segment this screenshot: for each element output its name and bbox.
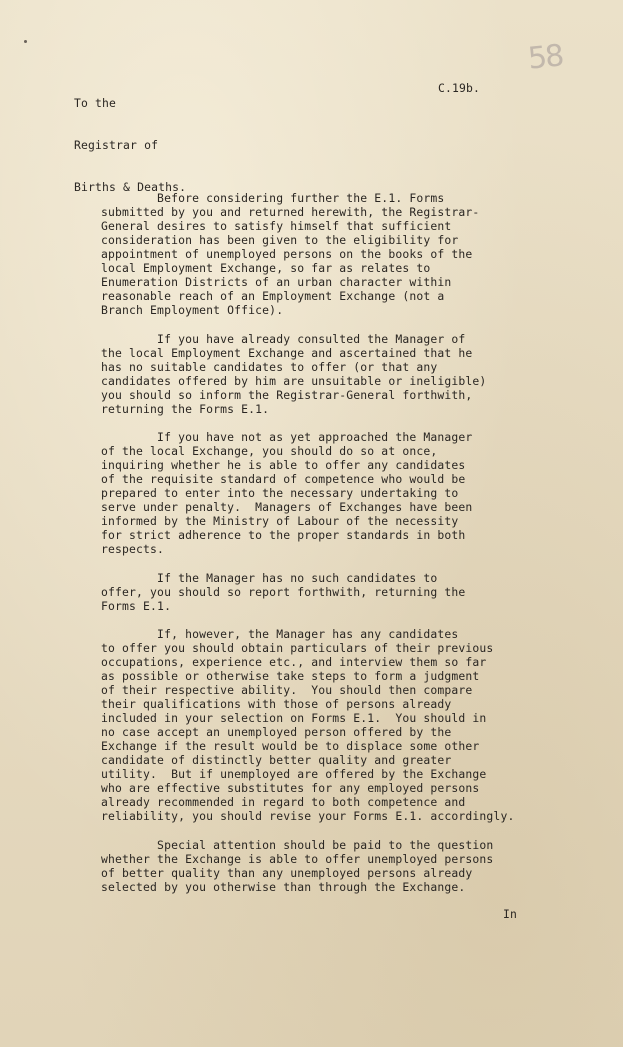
text-line: utility. But if unemployed are offered by the Exchange — [101, 767, 487, 781]
text-line: candidates offered by him are unsuitable or ineligible) — [101, 374, 487, 388]
text-line: already recommended in regard to both competence and — [101, 795, 466, 809]
text-line: reasonable reach of an Employment Exchange (not a — [101, 289, 445, 303]
text-line: Forms E.1. — [101, 599, 172, 613]
text-line: If you have already consulted the Manager of — [101, 332, 466, 346]
catchword: In — [503, 907, 518, 921]
text-line: Before considering further the E.1. Forms — [101, 191, 445, 205]
text-line: of the local Exchange, you should do so at once, — [101, 444, 438, 458]
pencil-folio-number: 58 — [526, 38, 564, 77]
text-line: of the requisite standard of competence who would be — [101, 472, 466, 486]
text-line: submitted by you and returned herewith, the Registrar- — [101, 205, 480, 219]
text-line: included in your selection on Forms E.1. You should in — [101, 711, 487, 725]
text-line: respects. — [101, 542, 165, 556]
text-line: local Employment Exchange, so far as relates to — [101, 261, 431, 275]
text-line: their qualifications with those of persons already — [101, 697, 452, 711]
paragraph-3 — [101, 430, 472, 556]
text-line: of better quality than any unemployed persons already — [101, 866, 473, 880]
text-line: Special attention should be paid to the question — [101, 838, 494, 852]
reference-number: C.19b. — [438, 81, 481, 95]
text-line: to offer you should obtain particulars of their previous — [101, 641, 494, 655]
text-line: prepared to enter into the necessary undertaking to — [101, 486, 459, 500]
text-line: returning the Forms E.1. — [101, 402, 270, 416]
text-line: candidate of distinctly better quality and greater — [101, 753, 452, 767]
text-line: offer, you should so report forthwith, returning the — [101, 585, 466, 599]
text-line: occupations, experience etc., and interview them so far — [101, 655, 487, 669]
text-line: If the Manager has no such candidates to — [101, 571, 438, 585]
text-line: has no suitable candidates to offer (or that any — [101, 360, 438, 374]
text-line: Enumeration Districts of an urban character within — [101, 275, 452, 289]
text-line: consideration has been given to the eligibility for — [101, 233, 459, 247]
addressee-line: To the — [74, 96, 117, 110]
text-line: you should so inform the Registrar-General forthwith, — [101, 388, 473, 402]
text-line: as possible or otherwise take steps to form a judgment — [101, 669, 480, 683]
text-line: Branch Employment Office). — [101, 303, 284, 317]
text-line: If, however, the Manager has any candidates — [101, 627, 459, 641]
text-line: appointment of unemployed persons on the books of the — [101, 247, 473, 261]
text-line: reliability, you should revise your Forms E.1. accordingly. — [101, 809, 515, 823]
paragraph-6 — [101, 838, 493, 894]
paragraph-5 — [101, 627, 514, 823]
text-line: whether the Exchange is able to offer unemployed persons — [101, 852, 494, 866]
paragraph-2 — [101, 332, 486, 416]
text-line: for strict adherence to the proper standards in both — [101, 528, 466, 542]
text-line: If you have not as yet approached the Manager — [101, 430, 473, 444]
addressee-line: Births & Deaths. — [74, 180, 187, 194]
text-line: inquiring whether he is able to offer any candidates — [101, 458, 466, 472]
text-line: serve under penalty. Managers of Exchanges have been — [101, 500, 473, 514]
text-line: no case accept an unemployed person offered by the — [101, 725, 452, 739]
text-line: the local Employment Exchange and ascertained that he — [101, 346, 473, 360]
paragraph-1 — [101, 191, 479, 317]
text-line: selected by you otherwise than through the Exchange. — [101, 880, 466, 894]
text-line: General desires to satisfy himself that sufficient — [101, 219, 452, 233]
text-line: informed by the Ministry of Labour of the necessity — [101, 514, 459, 528]
text-line: of their respective ability. You should then compare — [101, 683, 473, 697]
addressee-line: Registrar of — [74, 138, 159, 152]
paper-speck — [24, 40, 27, 43]
text-line: Exchange if the result would be to displace some other — [101, 739, 480, 753]
paragraph-4 — [101, 571, 465, 613]
text-line: who are effective substitutes for any employed persons — [101, 781, 480, 795]
